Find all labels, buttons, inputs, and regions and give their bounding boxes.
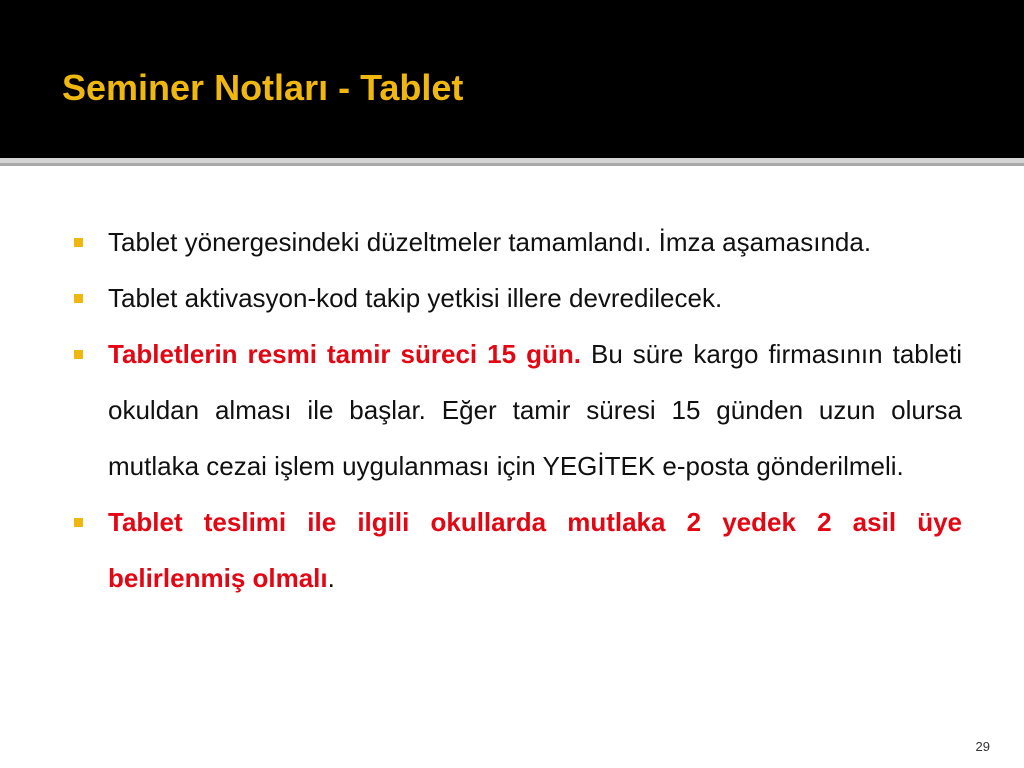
bullet-highlight-4: Tablet teslimi ile ilgili okullarda mutlaka 2 yedek 2 asil üye belirlenmiş olmalı bbox=[108, 507, 962, 593]
bullet-highlight-3: Tabletlerin resmi tamir süreci 15 gün. bbox=[108, 339, 581, 369]
slide-title: Seminer Notları - Tablet bbox=[62, 67, 464, 108]
slide-header bbox=[0, 0, 1024, 158]
bullet-text-2: Tablet aktivasyon-kod takip yetkisi illere devredilecek. bbox=[108, 283, 723, 313]
square-bullet-icon bbox=[74, 350, 83, 359]
bullet-suffix-4: . bbox=[327, 563, 335, 593]
header-divider-dark bbox=[0, 163, 1024, 166]
square-bullet-icon bbox=[74, 518, 83, 527]
square-bullet-icon bbox=[74, 238, 83, 247]
square-bullet-icon bbox=[74, 294, 83, 303]
page-number: 29 bbox=[975, 739, 990, 754]
bullet-item-3 bbox=[74, 326, 962, 494]
bullet-item-1 bbox=[74, 214, 962, 270]
bullet-item-4 bbox=[74, 494, 962, 606]
bullet-text-1: Tablet yönergesindeki düzeltmeler tamamlandı. İmza aşamasında. bbox=[108, 227, 872, 257]
bullet-item-2 bbox=[74, 270, 962, 326]
bullet-list bbox=[74, 214, 962, 606]
bullet-text-3: Bu süre kargo firmasının tableti okuldan alması ile başlar. Eğer tamir süresi 15 günden uzun olursa mutlaka cezai işlem uygulanması için YEGİTEK e-posta gönderilmeli. bbox=[108, 339, 962, 481]
